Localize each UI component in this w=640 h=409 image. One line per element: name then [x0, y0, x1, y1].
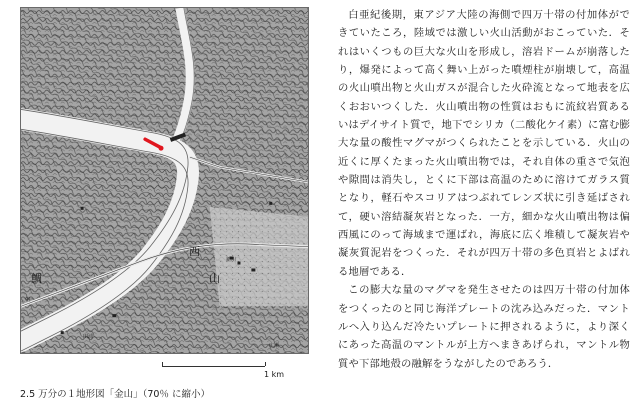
flat-land — [210, 207, 308, 306]
scale-label: 1 km — [264, 370, 285, 379]
topographic-map — [20, 7, 309, 354]
map-label-mountain-1: 西 — [189, 245, 200, 258]
map-label-mountain-2: 山 — [209, 272, 220, 285]
scale-bar — [162, 366, 265, 367]
paragraph-1: 白亜紀後期，東アジア大陸の海側で四万十帯の付加体ができていたころ，陸域では激しい火山活動がおこっていた．それはいくつもの巨大な火山を形成し，溶岩ドームが崩落したり，爆発によって高く舞い上がった噴煙柱が崩壊して，高温の火山噴出物と火山ガスが混合した火砕流となって地表を広くおおいつくした．火山噴出物の性質はおもに流紋岩質あるいはデイサイト質で，地下でシリカ（二酸化ケイ素）に富む膨大な量の酸性マグマがつくられたことを示している．火山の近くに厚くたまった火山噴出物では，それ自体の重さで気泡や隙間は消失し，とくに下部は高温のために溶けてガラス質となり，軽石やスコリアはつぶれてレンズ状に引き延ばされて，硬い溶結凝灰岩となった．一方，細かな火山噴出物は偏西風にのって海域まで運ばれ，海底に広く堆積して凝灰岩や凝灰質泥岩をつくった．それが四万十帯の多色頁岩とよばれる地層である． — [338, 9, 630, 278]
map-label-village: 鯛 — [31, 272, 42, 285]
paragraph-2: この膨大な量のマグマを発生させたのは四万十帯の付加体をつくったのと同じ海洋プレートの沈み込みだった．マントルへ入り込んだ冷たいプレートに押されるように，より深くにあった高温のマントルが上方へまきあげられ，マントル物質や下部地殻の融解をうながしたのであろう． — [338, 284, 630, 370]
map-label-corner: 広瀬 — [269, 343, 280, 349]
topographic-map-drawing — [21, 8, 308, 353]
body-text — [338, 6, 630, 373]
map-label-area-small: 新川 — [226, 257, 237, 263]
scale-tick-right — [265, 362, 266, 366]
map-label-area-left: 朝 — [25, 297, 31, 303]
map-label-area-mid: 田浦 — [83, 334, 94, 340]
map-caption: 2.5 万分の１地形図「金山」（70％ に縮小） — [20, 389, 210, 400]
